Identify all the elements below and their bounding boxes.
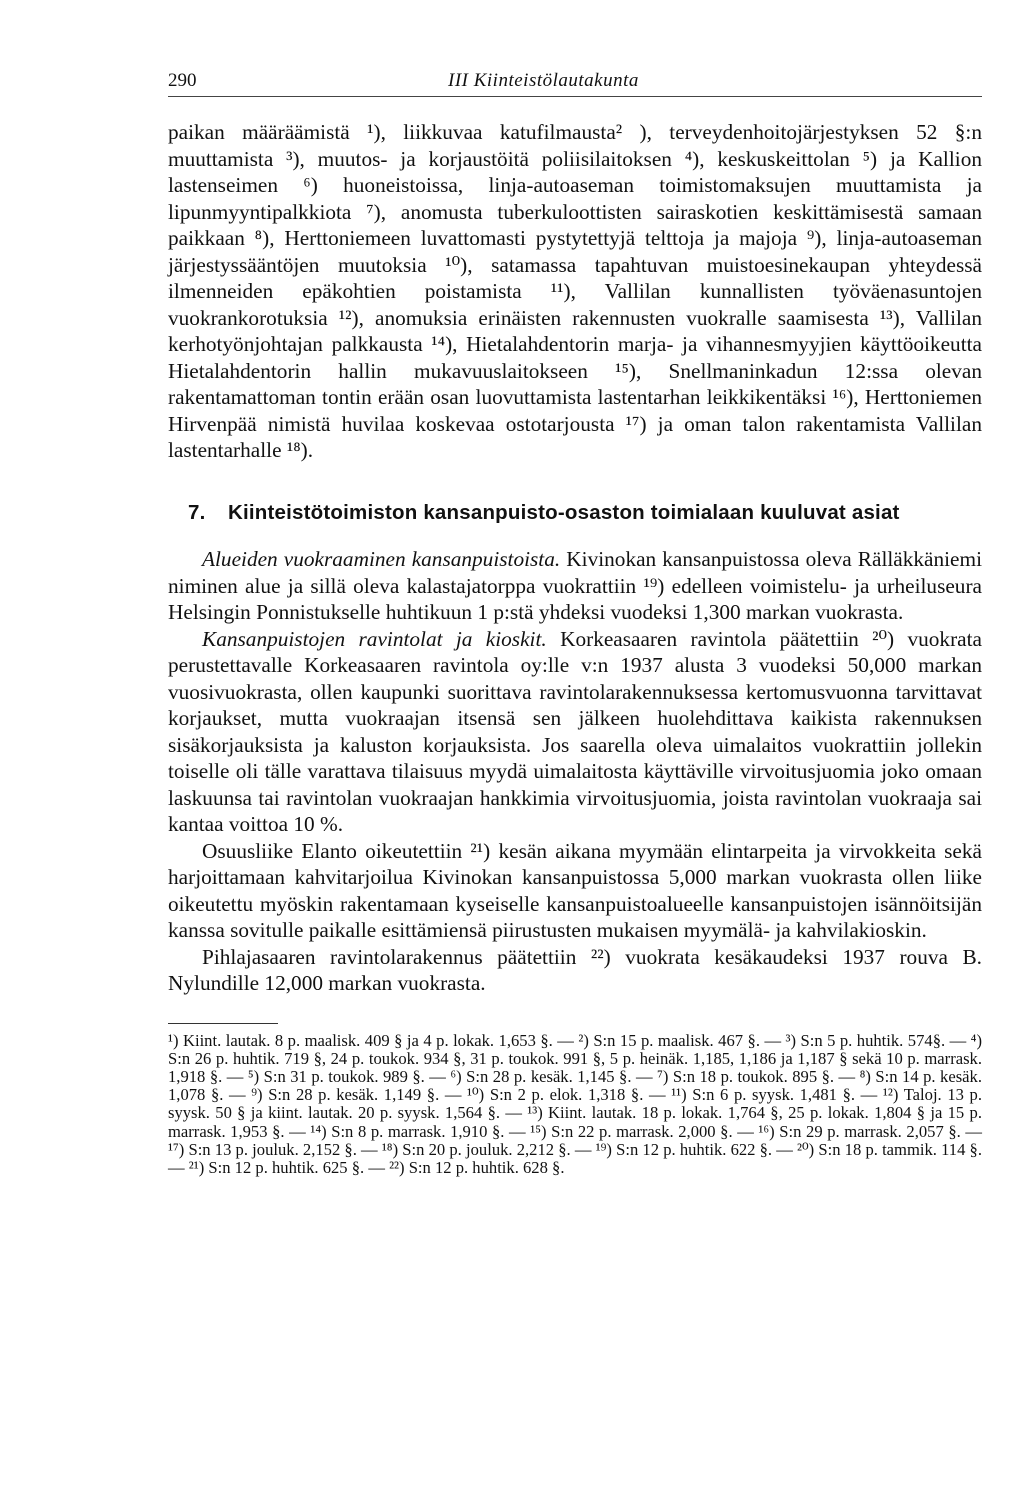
section-number: 7. (188, 500, 206, 524)
paragraph-pihlajasaari (168, 944, 982, 997)
running-header (168, 62, 982, 97)
paragraph-lead: Alueiden vuokraaminen kansanpuistoista. (202, 547, 561, 571)
intro-paragraph: paikan määräämistä ¹), liikkuvaa katufilmausta² ), terveydenhoitojärjestyksen 52 §:n muuttamista ³), muutos- ja korjaustöitä poliisilaitoksen ⁴), keskuskeittolan ⁵) ja Kallion lastenseimen ⁶) huoneistoissa, linja-autoaseman toimistomaksujen muuttamista ja lipunmyyntipalkkiota ⁷), anomusta tuberkuloottisten sairaskotien keskittämisestä samaan paikkaan ⁸), Herttoniemeen luvattomasti pystytettyjä telttoja ja majoja ⁹), linja-autoaseman järjestyssääntöjen muutoksia ¹⁰), satamassa tapahtuvan muistoesinekaupan yhteydessä ilmenneiden epäkohtien poistamista ¹¹), Vallilan kunnallisten työväenasuntojen vuokrankorotuksia ¹²), anomuksia erinäisten rakennusten vuokralle saamisesta ¹³), Vallilan kerhotyönjohtajan palkkausta ¹⁴), Hietalahdentorin marja- ja vihannesmyyjien käyttöoikeutta Hietalahdentorin hallin mukavuuslaitokseen ¹⁵), Snellmaninkadun 12:ssa olevan rakentamattoman tontin erään osan luovuttamista lastentarhan leikkikentäksi ¹⁶), Herttoniemen Hirvenpää nimistä huvilaa koskevaa ostotarjousta ¹⁷) ja oman talon rakentamista Vallilan lastentarhalle ¹⁸). (168, 120, 982, 462)
paragraph-text: Pihlajasaaren ravintolarakennus päätettiin ²²) vuokrata kesäkaudeksi 1937 rouva B. Nylundille 12,000 markan vuokrasta. (168, 944, 982, 995)
section-heading (168, 500, 982, 527)
document-page (168, 62, 982, 1177)
footnotes: ¹) Kiint. lautak. 8 p. maalisk. 409 § ja 4 p. lokak. 1,653 §. — ²) S:n 15 p. maalisk. 467 §. — ³) S:n 5 p. huhtik. 574§. — ⁴) S:n 26 p. huhtik. 719 §, 24 p. toukok. 934 §, 31 p. toukok. 991 §, 5 p. heinäk. 1,185, 1,186 ja 1,187 § sekä 10 p. marrask. 1,918 §. — ⁵) S:n 31 p. toukok. 989 §. — ⁶) S:n 28 p. kesäk. 1,145 §. — ⁷) S:n 18 p. toukok. 895 §. — ⁸) S:n 14 p. kesäk. 1,078 §. — ⁹) S:n 28 p. kesäk. 1,149 §. — ¹⁰) S:n 2 p. elok. 1,318 §. — ¹¹) S:n 6 p. syysk. 1,481 §. — ¹²) Taloj. 13 p. syysk. 50 § ja kiint. lautak. 20 p. syysk. 1,564 §. — ¹³) Kiint. lautak. 18 p. lokak. 1,764 §, 25 p. lokak. 1,804 § ja 15 p. marrask. 1,953 §. — ¹⁴) S:n 8 p. marrask. 1,910 §. — ¹⁵) S:n 22 p. marrask. 2,000 §. — ¹⁶) S:n 29 p. marrask. 2,057 §. — ¹⁷) S:n 13 p. jouluk. 2,152 §. — ¹⁸) S:n 20 p. jouluk. 2,212 §. — ¹⁹) S:n 12 p. huhtik. 622 §. — ²⁰) S:n 18 p. tammik. 114 §. — ²¹) S:n 12 p. huhtik. 625 §. — ²²) S:n 12 p. huhtik. 628 §. (168, 1030, 982, 1177)
paragraph-elanto (168, 838, 982, 944)
section-title: Kiinteistötoimiston kansanpuisto-osaston toimialaan kuuluvat asiat (228, 500, 900, 524)
paragraph-lead: Kansanpuistojen ravintolat ja kioskit. (202, 626, 547, 651)
body-text (168, 119, 982, 1177)
page-number: 290 (168, 70, 197, 91)
paragraph-text: Kivinokan kansanpuistossa oleva Rälläkkäniemi niminen alue ja sillä oleva kalastajatorppa vuokrattiin ¹⁹) edelleen voimistelu- ja urheiluseura Helsingin Ponnistukselle huhtikuun 1 p:stä yhdeksi vuodeksi 1,300 markan vuokrasta. (168, 547, 982, 624)
footnote-divider (168, 1023, 278, 1024)
paragraph-text: Osuusliike Elanto oikeutettiin ²¹) kesän aikana myymään elintarpeita ja virvokkeita sekä harjoittamaan kahvitarjoilua Kivinokan kansanpuistossa 5,000 markan vuokrasta ollen liike oikeutettu myöskin rakentamaan kyseiselle kansanpuistoalueelle kansanpuistojen isännöitsijän kanssa sovitulle paikalle esittämiensä piirustusten mukaisen myymälä- ja kahvilakioskin. (168, 838, 982, 942)
paragraph-text: Korkeasaaren ravintola päätettiin ²⁰) vuokrata perustettavalle Korkeasaaren ravintola oy:lle v:n 1937 alusta 3 vuodeksi 50,000 markan vuosivuokrasta, ollen kaupunki suorittava ravintolarakennuksessa kertomusvuonna tarvittavat korjaukset, mutta vuokraajan itsensä sen jälkeen huolehdittava kaikista rakennuksen sisäkorjauksista ja kaluston korjauksista. Jos saarella oleva uimalaitos vuokrattiin jollekin toiselle oli tälle varattava tilaisuus myydä uimalaitosta käyttäville virvoitusjuomia joko omaan laskuunsa tai ravintolan vuokraajan hankkimia virvoitusjuomia, joista ravintolan vuokraaja sai kantaa voittoa 10 %. (168, 626, 982, 836)
paragraph-ravintolat (168, 626, 982, 838)
running-title: III Kiinteistölautakunta (448, 70, 639, 91)
paragraph-vuokraaminen (168, 546, 982, 626)
